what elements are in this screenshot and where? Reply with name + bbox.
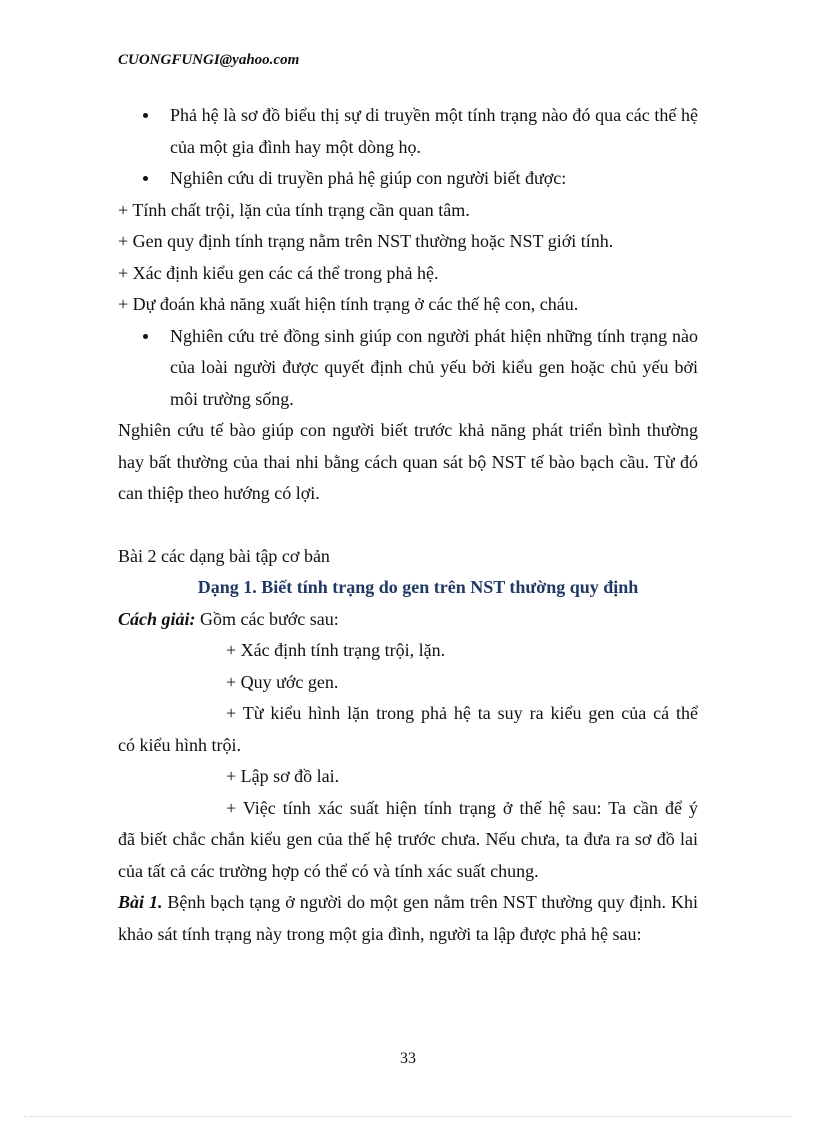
bullet-text: Phả hệ là sơ đồ biểu thị sự di truyền một tính trạng nào đó qua các thế hệ của một gia đình hay một dòng họ.	[170, 105, 698, 157]
paragraph-cell-study: Nghiên cứu tế bào giúp con người biết trước khả năng phát triển bình thường hay bất thường của thai nhi bằng cách quan sát bộ NST tế bào bạch cầu. Từ đó can thiệp theo hướng có lợi.	[118, 420, 698, 503]
method-label: Cách giải:	[118, 608, 196, 629]
step-item: + Từ kiểu hình lặn trong phả hệ ta suy ra kiểu gen của cá thể	[226, 703, 698, 723]
bullet-text: Nghiên cứu di truyền phả hệ giúp con người biết được:	[170, 168, 567, 188]
bullet-dot-icon	[143, 334, 148, 339]
step-item: + Lập sơ đồ lai.	[226, 766, 340, 786]
plus-item: + Gen quy định tính trạng nằm trên NST thường hoặc NST giới tính.	[118, 231, 614, 251]
exercise-label: Bài 1.	[118, 892, 163, 912]
bullet-item-pedigree-study	[118, 163, 698, 195]
step-item: + Xác định tính trạng trội, lặn.	[226, 640, 446, 660]
plus-item: + Xác định kiểu gen các cá thể trong phả hệ.	[118, 262, 439, 283]
page-number: 33	[400, 1050, 416, 1067]
method-text: Gồm các bước sau:	[195, 608, 339, 629]
step-item-continuation: đã biết chắc chắn kiểu gen của thế hệ trước chưa. Nếu chưa, ta đưa ra sơ đồ lai của tất cả các trường hợp có thể có và tính xác suất chung.	[118, 829, 698, 881]
header-email: CUONGFUNGI@yahoo.com	[118, 52, 300, 68]
step-item: + Quy ước gen.	[226, 671, 339, 692]
bullet-item-twins	[118, 321, 698, 416]
bullet-text: Nghiên cứu trẻ đồng sinh giúp con người phát hiện những tính trạng nào của loài người được quyết định chủ yếu bởi kiểu gen hoặc chủ yếu bởi môi trường sống.	[170, 325, 698, 409]
bottom-divider	[24, 1116, 792, 1117]
method-line	[118, 604, 698, 636]
exercise-paragraph	[118, 887, 698, 950]
lesson-title: Bài 2 các dạng bài tập cơ bản	[118, 545, 330, 566]
bullet-item-pedigree	[118, 100, 698, 163]
exercise-text: Bệnh bạch tạng ở người do một gen nằm trên NST thường quy định. Khi khảo sát tính trạng này trong một gia đình, người ta lập được phả hệ sau:	[118, 892, 698, 944]
step-item: + Việc tính xác suất hiện tính trạng ở thế hệ sau: Ta cần để ý	[226, 797, 698, 818]
bullet-dot-icon	[143, 176, 148, 181]
step-item-continuation: có kiểu hình trội.	[118, 734, 241, 755]
spacer	[118, 510, 698, 541]
plus-item: + Tính chất trội, lặn của tính trạng cần quan tâm.	[118, 199, 470, 220]
section-title: Dạng 1. Biết tính trạng do gen trên NST thường quy định	[197, 577, 639, 597]
plus-item: + Dự đoán khả năng xuất hiện tính trạng ở các thế hệ con, cháu.	[118, 294, 579, 314]
bullet-dot-icon	[143, 113, 148, 118]
page-content	[118, 100, 698, 950]
